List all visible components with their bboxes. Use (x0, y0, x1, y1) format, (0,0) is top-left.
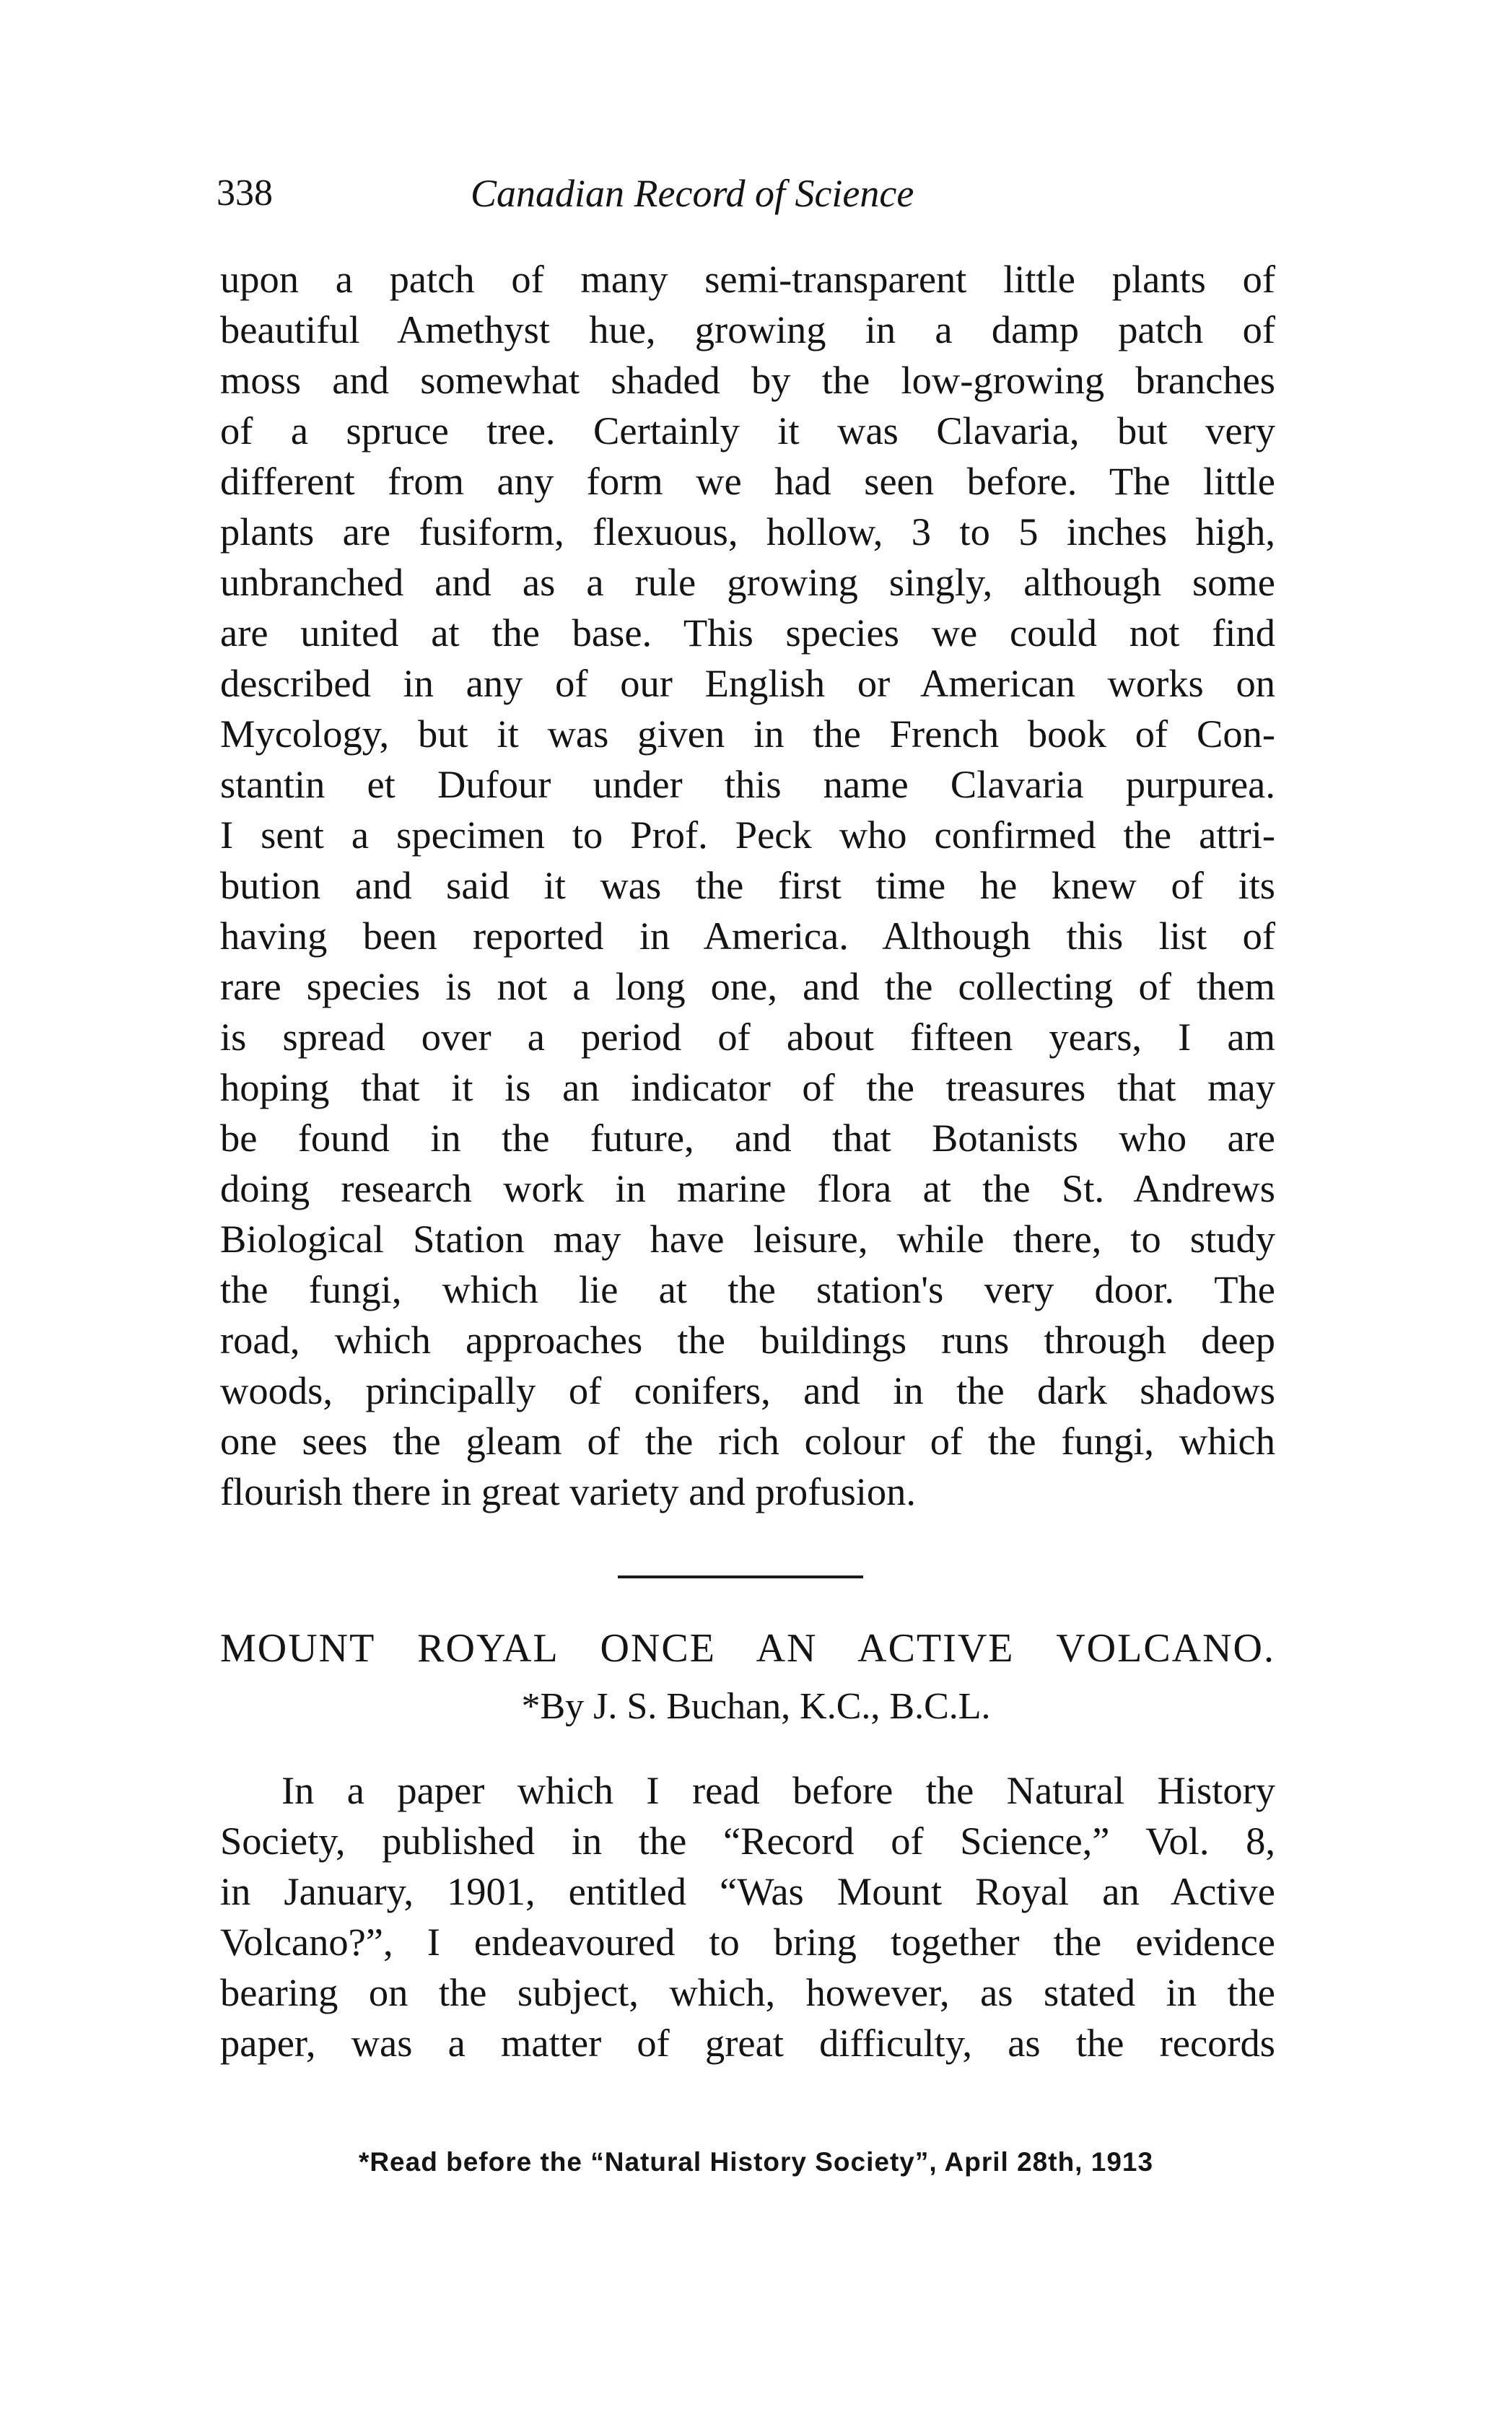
text-line: one sees the gleam of the rich colour of the fungi, which (220, 1419, 1275, 1463)
text-line: In a paper which I read before the Natural History (281, 1768, 1275, 1812)
text-line: bution and said it was the first time he knew of its (220, 863, 1275, 907)
article-paragraph (220, 1765, 1275, 2068)
journal-title: Canadian Record of Science (471, 172, 914, 215)
text-line: hoping that it is an indicator of the treasures that may (220, 1065, 1275, 1109)
text-line: Society, published in the “Record of Science,” Vol. 8, (220, 1819, 1275, 1863)
text-line: flourish there in great variety and profusion. (220, 1469, 917, 1513)
text-line: woods, principally of conifers, and in the dark shadows (220, 1368, 1275, 1412)
page-number: 338 (217, 172, 273, 214)
footnote: *Read before the “Natural History Society”, April 28th, 1913 (358, 2147, 1154, 2177)
text-line: described in any of our English or American works on (220, 661, 1275, 705)
text-line: having been reported in America. Although this list of (220, 914, 1275, 958)
text-line: is spread over a period of about fifteen years, I am (220, 1015, 1275, 1059)
text-line: upon a patch of many semi-transparent little plants of (220, 257, 1275, 301)
text-line: different from any form we had seen before. The little (220, 459, 1275, 503)
running-head (217, 165, 1285, 222)
text-line: Volcano?”, I endeavoured to bring together the evidence (220, 1920, 1275, 1964)
text-line: Mycology, but it was given in the French book of Con- (220, 712, 1275, 756)
text-line: unbranched and as a rule growing singly, although some (220, 560, 1275, 604)
text-line: rare species is not a long one, and the collecting of them (220, 964, 1275, 1008)
text-line: doing research work in marine flora at the St. Andrews (220, 1166, 1275, 1210)
continued-paragraph (220, 254, 1275, 1517)
text-line: be found in the future, and that Botanists who are (220, 1116, 1275, 1160)
text-line: stantin et Dufour under this name Clavaria purpurea. (220, 762, 1275, 806)
text-line: the fungi, which lie at the station's very door. The (220, 1267, 1275, 1311)
text-line: moss and somewhat shaded by the low-growing branches (220, 358, 1275, 402)
article-title: MOUNT ROYAL ONCE AN ACTIVE VOLCANO. (220, 1626, 1275, 1671)
section-divider (618, 1575, 863, 1578)
text-line: I sent a specimen to Prof. Peck who confirmed the attri- (220, 813, 1275, 857)
text-line: paper, was a matter of great difficulty, as the records (220, 2021, 1275, 2065)
text-line: of a spruce tree. Certainly it was Clavaria, but very (220, 408, 1275, 453)
text-line: Biological Station may have leisure, while there, to study (220, 1217, 1275, 1261)
text-line: in January, 1901, entitled “Was Mount Royal an Active (220, 1869, 1275, 1913)
text-line: plants are fusiform, flexuous, hollow, 3 to 5 inches high, (220, 510, 1275, 554)
text-line: road, which approaches the buildings runs through deep (220, 1318, 1275, 1362)
text-line: bearing on the subject, which, however, as stated in the (220, 1970, 1275, 2014)
text-line: are united at the base. This species we could not find (220, 611, 1275, 655)
article-byline: *By J. S. Buchan, K.C., B.C.L. (521, 1686, 991, 1727)
text-line: beautiful Amethyst hue, growing in a damp patch of (220, 307, 1275, 351)
